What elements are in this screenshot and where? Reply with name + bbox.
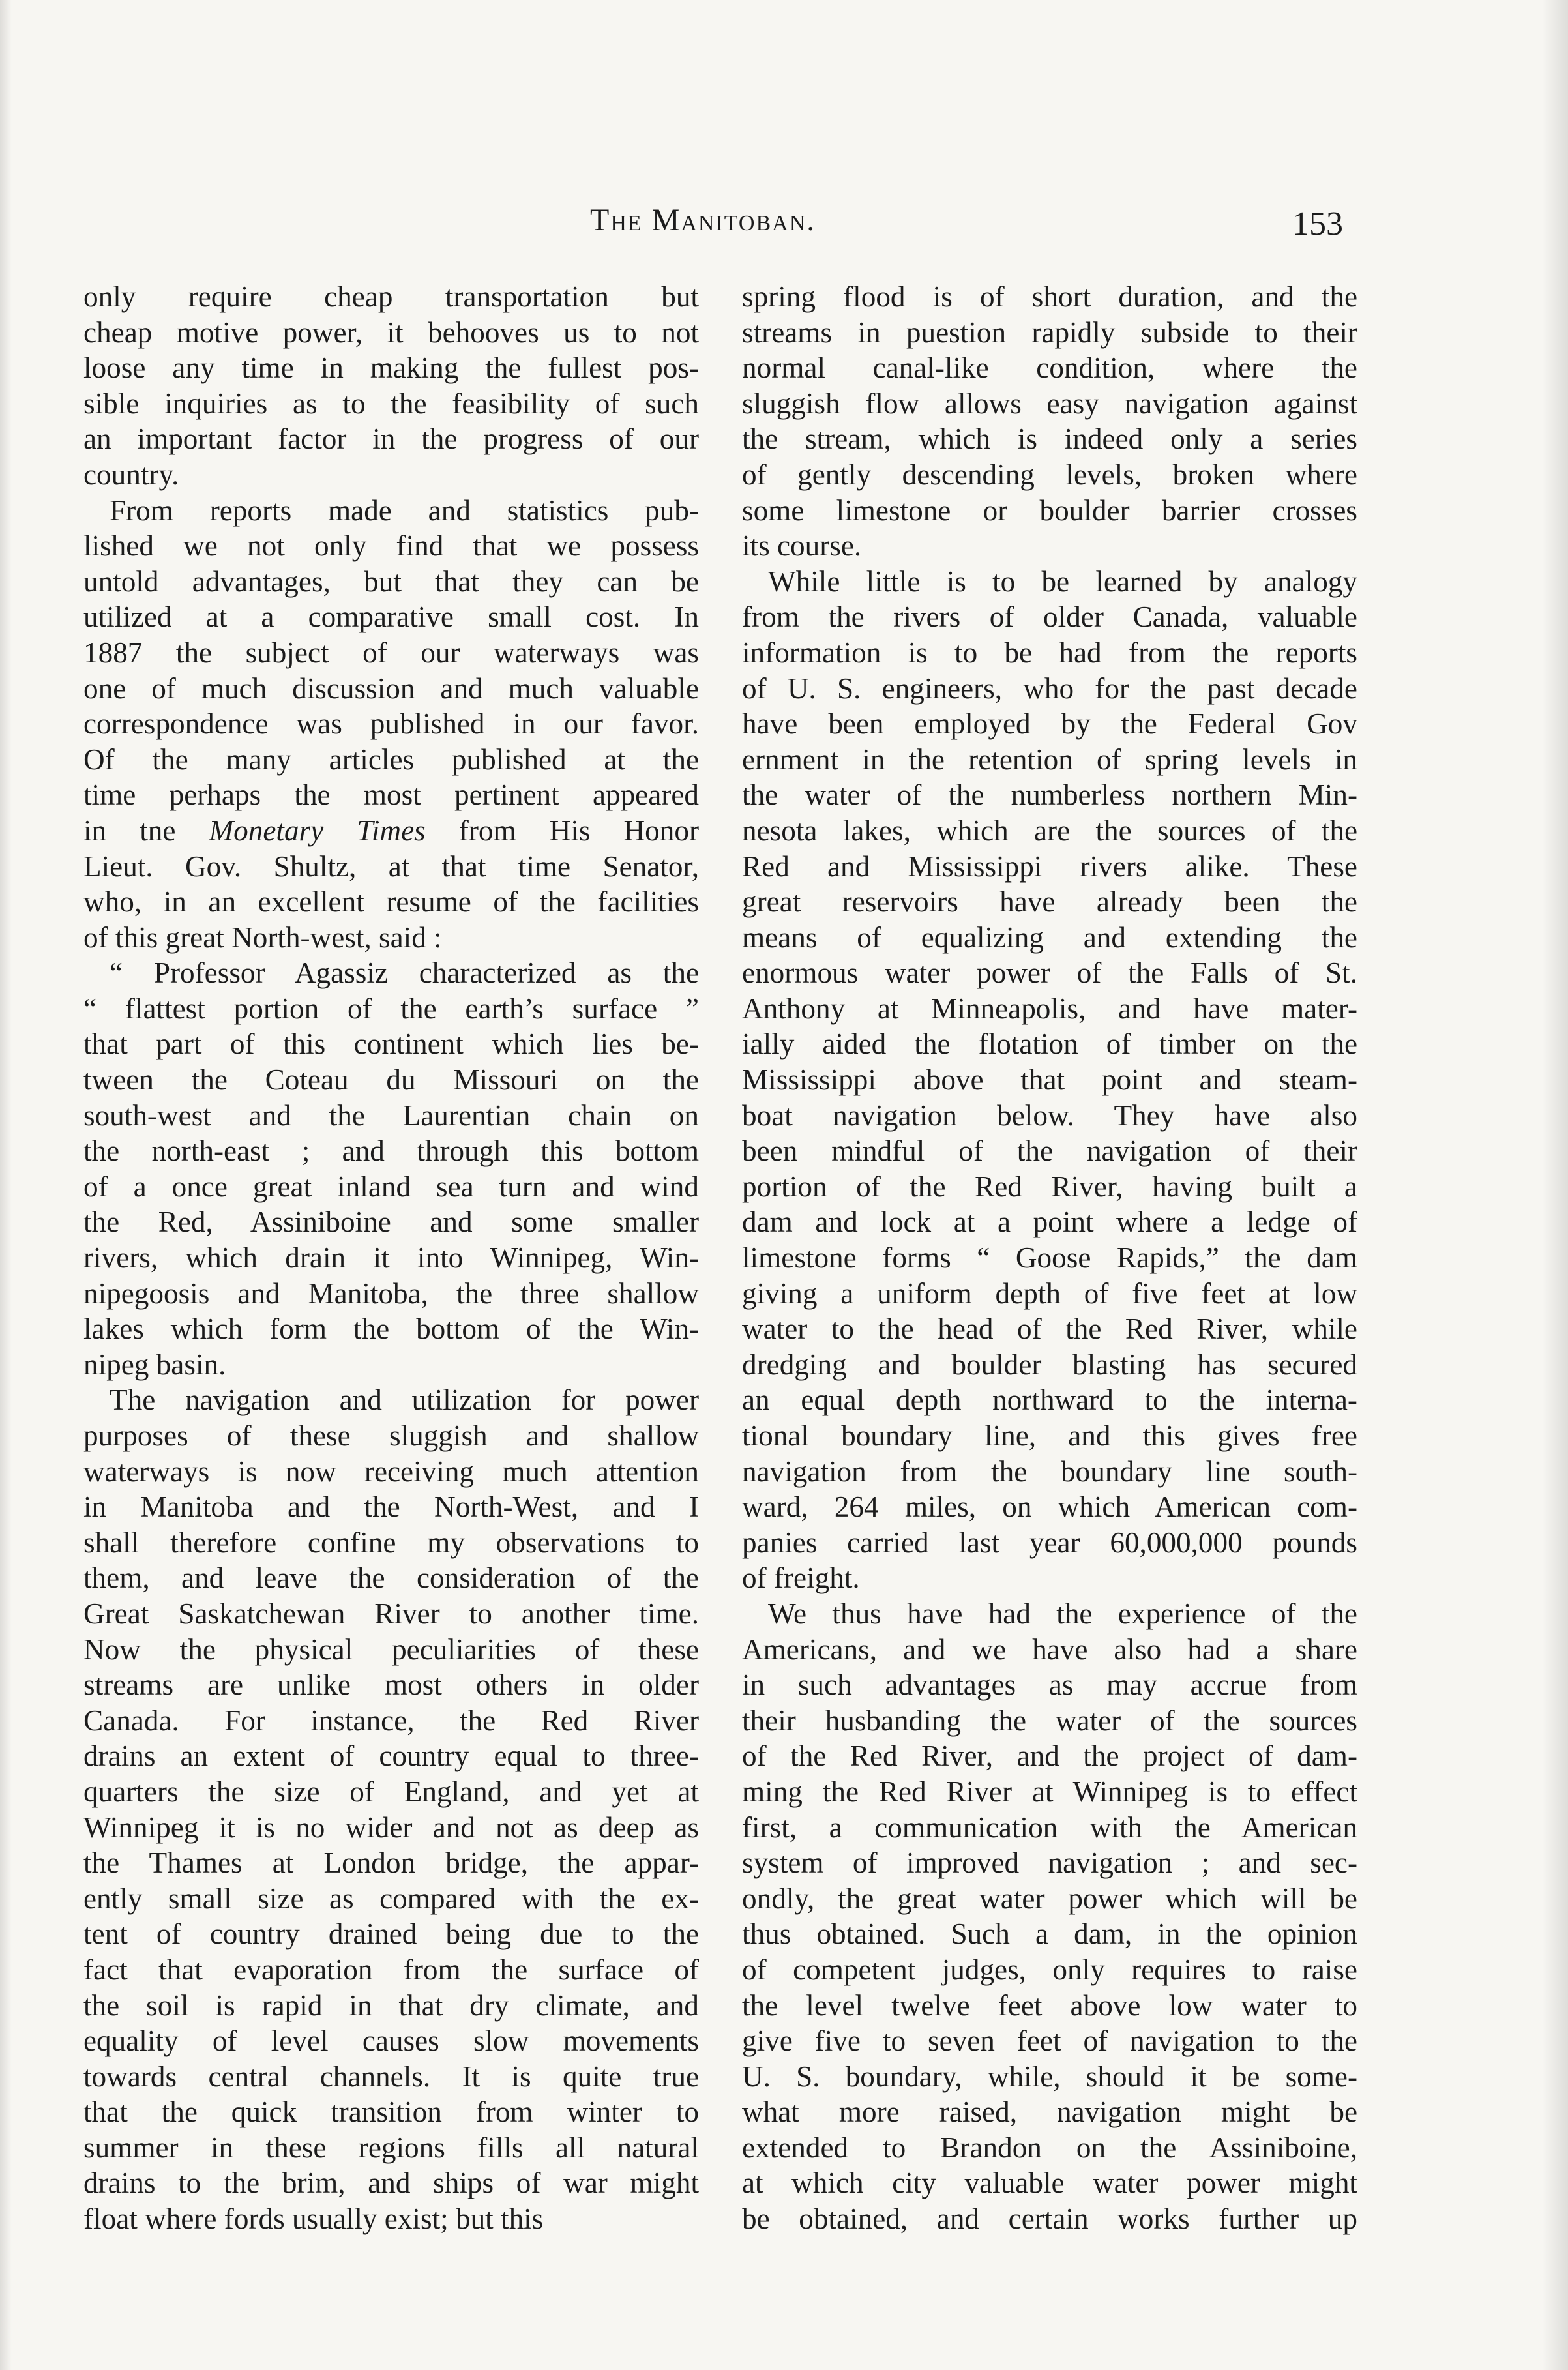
text-line: Winnipeg it is no wider and not as deep as <box>83 1811 699 1844</box>
text-line: of competent judges, only requires to raise <box>742 1953 1357 1986</box>
text-line: loose any time in making the fullest pos- <box>83 351 699 385</box>
text-line: purposes of these sluggish and shallow <box>83 1419 699 1452</box>
text-line: While little is to be learned by analogy <box>768 565 1357 598</box>
text-line: panies carried last year 60,000,000 pounds <box>742 1526 1357 1559</box>
text-line: portion of the Red River, having built a <box>742 1170 1357 1203</box>
text-line: their husbanding the water of the sources <box>742 1704 1357 1737</box>
text-line: ondly, the great water power which will be <box>742 1882 1357 1915</box>
text-line: cheap motive power, it behooves us to not <box>83 316 699 349</box>
text-line: towards central channels. It is quite true <box>83 2060 699 2093</box>
text-line: “ flattest portion of the earth’s surface ” <box>83 992 699 1025</box>
text-line: lakes which form the bottom of the Win- <box>83 1312 699 1346</box>
text-line: sluggish flow allows easy navigation against <box>742 387 1357 420</box>
text-line: 1887 the subject of our waterways was <box>83 636 699 669</box>
page-number: 153 <box>1292 205 1343 243</box>
text-line: enormous water power of the Falls of St. <box>742 956 1357 990</box>
text-line: U. S. boundary, while, should it be some- <box>742 2060 1357 2093</box>
page-left-edge <box>0 0 12 2370</box>
text-line: utilized at a comparative small cost. In <box>83 600 699 634</box>
text-line: have been employed by the Federal Gov <box>742 707 1357 741</box>
text-line: ially aided the flotation of timber on the <box>742 1028 1357 1061</box>
text-line: nesota lakes, which are the sources of the <box>742 814 1357 847</box>
text-line: the soil is rapid in that dry climate, and <box>83 1989 699 2022</box>
text-line: the north-east ; and through this bottom <box>83 1134 699 1168</box>
text-line: thus obtained. Such a dam, in the opinion <box>742 1918 1357 1951</box>
text-line: south-west and the Laurentian chain on <box>83 1099 699 1132</box>
text-line: in Manitoba and the North-West, and I <box>83 1490 699 1524</box>
text-line: the level twelve feet above low water to <box>742 1989 1357 2022</box>
text-line: dredging and boulder blasting has secured <box>742 1348 1357 1381</box>
text-fragment: from His Honor <box>425 814 699 847</box>
text-line: rivers, which drain it into Winnipeg, Win- <box>83 1241 699 1275</box>
text-line: information is to be had from the reports <box>742 636 1357 669</box>
text-line: sible inquiries as to the feasibility of such <box>83 387 699 420</box>
text-line: limestone forms “ Goose Rapids,” the dam <box>742 1241 1357 1275</box>
italic-title: Monetary Times <box>209 814 426 847</box>
text-line: lished we not only find that we possess <box>83 529 699 563</box>
text-line: drains to the brim, and ships of war might <box>83 2167 699 2200</box>
text-line: correspondence was published in our favor. <box>83 707 699 741</box>
text-line: nipegoosis and Manitoba, the three shallow <box>83 1277 699 1310</box>
text-line: giving a uniform depth of five feet at low <box>742 1277 1357 1310</box>
text-line: Red and Mississippi rivers alike. These <box>742 850 1357 883</box>
text-line: normal canal-like condition, where the <box>742 351 1357 385</box>
text-line: streams are unlike most others in older <box>83 1668 699 1702</box>
text-line: only require cheap transportation but <box>83 280 699 313</box>
text-line: time perhaps the most pertinent appeared <box>83 778 699 812</box>
text-line: tional boundary line, and this gives free <box>742 1419 1357 1452</box>
text-line: the stream, which is indeed only a series <box>742 422 1357 456</box>
text-line: ently small size as compared with the ex- <box>83 1882 699 1915</box>
text-line: water to the head of the Red River, while <box>742 1312 1357 1346</box>
text-line: first, a communication with the American <box>742 1811 1357 1844</box>
text-line: Mississippi above that point and steam- <box>742 1063 1357 1097</box>
text-line: shall therefore confine my observations to <box>83 1526 699 1559</box>
text-line: Great Saskatchewan River to another time. <box>83 1597 699 1630</box>
text-line: summer in these regions fills all natural <box>83 2131 699 2164</box>
text-line: means of equalizing and extending the <box>742 921 1357 954</box>
text-line: one of much discussion and much valuable <box>83 672 699 705</box>
running-title: The Manitoban. <box>590 203 816 237</box>
text-line: boat navigation below. They have also <box>742 1099 1357 1132</box>
text-line: the Thames at London bridge, the appar- <box>83 1846 699 1880</box>
text-line: be obtained, and certain works further up <box>742 2202 1357 2236</box>
text-line: country. <box>83 458 179 491</box>
page-header <box>0 196 1568 248</box>
text-line: some limestone or boulder barrier crosses <box>742 494 1357 527</box>
text-line: fact that evaporation from the surface of <box>83 1953 699 1986</box>
text-line: the Red, Assiniboine and some smaller <box>83 1206 699 1239</box>
text-line: navigation from the boundary line south- <box>742 1455 1357 1488</box>
text-line: give five to seven feet of navigation to the <box>742 2024 1357 2058</box>
text-line: ming the Red River at Winnipeg is to effect <box>742 1775 1357 1808</box>
text-line: Of the many articles published at the <box>83 743 699 776</box>
text-line: nipeg basin. <box>83 1348 226 1381</box>
text-line: of the Red River, and the project of dam- <box>742 1740 1357 1773</box>
text-line: tent of country drained being due to the <box>83 1918 699 1951</box>
text-line: of U. S. engineers, who for the past decade <box>742 672 1357 705</box>
right-text-column <box>742 279 1357 2237</box>
text-line: from the rivers of older Canada, valuable <box>742 600 1357 634</box>
text-line: of freight. <box>742 1562 860 1595</box>
text-line: The navigation and utilization for power <box>110 1384 699 1417</box>
text-line: of a once great inland sea turn and wind <box>83 1170 699 1203</box>
text-line: system of improved navigation ; and sec- <box>742 1846 1357 1880</box>
text-line: Now the physical peculiarities of these <box>83 1633 699 1666</box>
text-line: ernment in the retention of spring levels in <box>742 743 1357 776</box>
text-line: its course. <box>742 529 862 563</box>
text-line: at which city valuable water power might <box>742 2167 1357 2200</box>
text-line: in such advantages as may accrue from <box>742 1668 1357 1702</box>
text-line: the water of the numberless northern Min- <box>742 778 1357 812</box>
text-fragment: in tne <box>83 814 209 847</box>
text-line: We thus have had the experience of the <box>768 1597 1357 1630</box>
text-line: dam and lock at a point where a ledge of <box>742 1206 1357 1239</box>
text-line: spring flood is of short duration, and the <box>742 280 1357 313</box>
text-line: an equal depth northward to the interna- <box>742 1384 1357 1417</box>
page-gutter-shadow <box>1542 0 1568 2370</box>
text-line: waterways is now receiving much attention <box>83 1455 699 1488</box>
text-line: that the quick transition from winter to <box>83 2096 699 2129</box>
text-line: Lieut. Gov. Shultz, at that time Senator, <box>83 850 699 883</box>
text-line: them, and leave the consideration of the <box>83 1562 699 1595</box>
text-line: quarters the size of England, and yet at <box>83 1775 699 1808</box>
left-text-column <box>83 279 699 2237</box>
text-line: what more raised, navigation might be <box>742 2096 1357 2129</box>
text-line: that part of this continent which lies be- <box>83 1028 699 1061</box>
text-line: who, in an excellent resume of the facilities <box>83 885 699 919</box>
text-line: equality of level causes slow movements <box>83 2024 699 2058</box>
text-line: “ Professor Agassiz characterized as the <box>110 956 699 990</box>
text-line: Americans, and we have also had a share <box>742 1633 1357 1666</box>
text-line: streams in puestion rapidly subside to their <box>742 316 1357 349</box>
text-line: Anthony at Minneapolis, and have mater- <box>742 992 1357 1025</box>
text-line: tween the Coteau du Missouri on the <box>83 1063 699 1097</box>
text-line: ward, 264 miles, on which American com- <box>742 1490 1357 1524</box>
text-line: an important factor in the progress of our <box>83 422 699 456</box>
text-line: been mindful of the navigation of their <box>742 1134 1357 1168</box>
text-line: extended to Brandon on the Assiniboine, <box>742 2131 1357 2164</box>
text-line: of gently descending levels, broken where <box>742 458 1357 491</box>
text-line: untold advantages, but that they can be <box>83 565 699 598</box>
text-line <box>83 813 699 849</box>
text-line: From reports made and statistics pub- <box>110 494 699 527</box>
text-line: drains an extent of country equal to three- <box>83 1740 699 1773</box>
text-line: of this great North-west, said : <box>83 921 442 954</box>
text-line: great reservoirs have already been the <box>742 885 1357 919</box>
text-line: Canada. For instance, the Red River <box>83 1704 699 1737</box>
text-line: float where fords usually exist; but this <box>83 2202 544 2236</box>
